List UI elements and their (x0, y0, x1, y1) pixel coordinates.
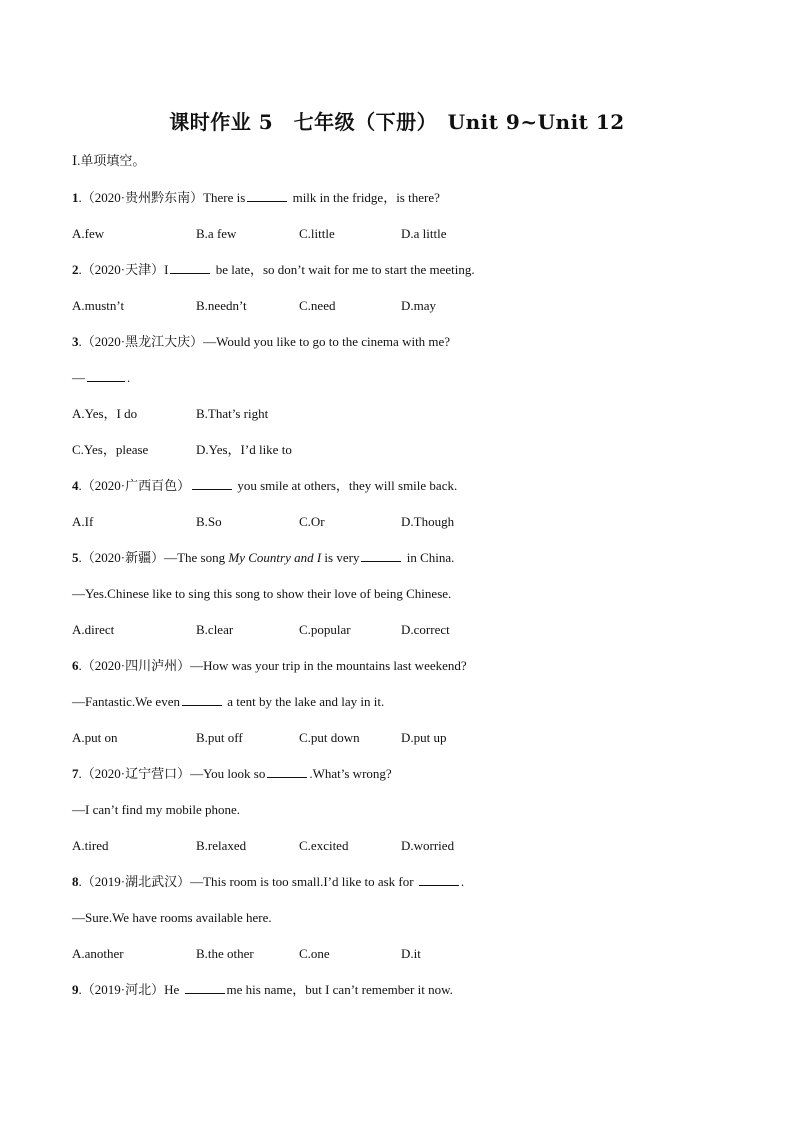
question-source: .（2020·黑龙江大庆） (78, 334, 204, 349)
option-c: C.little (299, 226, 335, 241)
question-text: There is (203, 190, 246, 205)
question-text: in China. (403, 550, 455, 565)
option-b: B.a few (196, 226, 237, 241)
question-number: 9 (72, 982, 79, 997)
question-number: 1 (72, 190, 79, 205)
option-d: D.it (401, 946, 421, 961)
option-b: B.That’s right (196, 406, 269, 421)
question-source: .（2020·辽宁营口） (78, 766, 191, 781)
question-text: is very (321, 550, 360, 565)
option-d: D.worried (401, 838, 455, 853)
question-text: milk in the fridge，is there? (289, 190, 440, 205)
question-text: me his name，but I can’t remember it now. (226, 982, 453, 997)
option-a: A.direct (72, 622, 115, 637)
question-source: .（2020·广西百色） (78, 478, 191, 493)
option-b: B.relaxed (196, 838, 247, 853)
question-source: .（2019·湖北武汉） (78, 874, 191, 889)
answer-blank (267, 766, 307, 778)
reply-text: a tent by the lake and lay in it. (223, 694, 385, 709)
question-source: .（2020·四川泸州） (78, 658, 191, 673)
question-3 (72, 334, 450, 350)
question-number: 5 (72, 550, 79, 565)
option-d: D.Yes，I’d like to (196, 442, 292, 457)
reply-text: —Fantastic.We even (72, 694, 180, 709)
question-5 (72, 550, 454, 566)
page-title: 课时作业 5 七年级（下册） Unit 9~Unit 12 (169, 110, 625, 134)
question-text: —This room is too small.I’d like to ask for (190, 874, 417, 889)
answer-blank (361, 550, 401, 562)
option-b: B.So (196, 514, 222, 529)
option-d: D.a little (401, 226, 447, 241)
answer-blank (87, 370, 125, 382)
question-source: .（2020·新疆） (78, 550, 165, 565)
question-number: 2 (72, 262, 79, 277)
option-a: A.If (72, 514, 94, 529)
question-number: 7 (72, 766, 79, 781)
question-text: be late，so don’t wait for me to start the meeting. (212, 262, 475, 277)
question-7 (72, 766, 392, 782)
question-text: —Would you like to go to the cinema with me? (203, 334, 451, 349)
option-d: D.correct (401, 622, 450, 637)
question-text: I (164, 262, 169, 277)
question-text: —How was your trip in the mountains last weekend? (190, 658, 467, 673)
option-c: C.need (299, 298, 336, 313)
reply-text: . (127, 370, 131, 385)
option-a: A.Yes，I do (72, 406, 138, 421)
option-d: D.Though (401, 514, 455, 529)
question-9 (72, 982, 453, 998)
question-source: .（2020·贵州黔东南） (78, 190, 204, 205)
question-number: 3 (72, 334, 79, 349)
question-text: —The song (164, 550, 229, 565)
option-c: C.Or (299, 514, 325, 529)
question-text: —You look so (190, 766, 266, 781)
option-b: B.clear (196, 622, 234, 637)
question-3-reply (72, 370, 130, 386)
question-1 (72, 190, 440, 206)
answer-blank (247, 190, 287, 202)
option-a: A.tired (72, 838, 109, 853)
option-b: B.needn’t (196, 298, 247, 313)
option-d: D.may (401, 298, 437, 313)
question-text: He (164, 982, 183, 997)
question-number: 6 (72, 658, 79, 673)
option-c: C.Yes，please (72, 442, 149, 457)
option-d: D.put up (401, 730, 447, 745)
option-c: C.popular (299, 622, 351, 637)
option-a: A.few (72, 226, 105, 241)
reply-text: — (72, 370, 85, 385)
question-2 (72, 262, 475, 278)
option-a: A.put on (72, 730, 118, 745)
question-source: .（2019·河北） (78, 982, 165, 997)
question-8-reply: —Sure.We have rooms available here. (72, 910, 272, 925)
answer-blank (170, 262, 210, 274)
answer-blank (192, 478, 232, 490)
answer-blank (419, 874, 459, 886)
question-text: . (460, 874, 465, 889)
option-c: C.one (299, 946, 330, 961)
option-a: A.another (72, 946, 124, 961)
question-text: .What’s wrong? (309, 766, 392, 781)
answer-blank (185, 982, 225, 994)
question-number: 8 (72, 874, 79, 889)
option-b: B.put off (196, 730, 243, 745)
question-8 (72, 874, 464, 890)
option-a: A.mustn’t (72, 298, 125, 313)
option-c: C.put down (299, 730, 360, 745)
question-5-reply: —Yes.Chinese like to sing this song to show their love of being Chinese. (72, 586, 452, 601)
question-6 (72, 658, 467, 674)
answer-blank (182, 694, 222, 706)
question-6-reply (72, 694, 384, 710)
question-text: you smile at others，they will smile back. (234, 478, 458, 493)
question-4 (72, 478, 457, 494)
section-heading: Ⅰ.单项填空。 (72, 153, 146, 168)
option-b: B.the other (196, 946, 254, 961)
question-number: 4 (72, 478, 79, 493)
question-source: .（2020·天津） (78, 262, 165, 277)
option-c: C.excited (299, 838, 349, 853)
question-7-reply: —I can’t find my mobile phone. (72, 802, 241, 817)
song-title: My Country and I (228, 550, 322, 565)
